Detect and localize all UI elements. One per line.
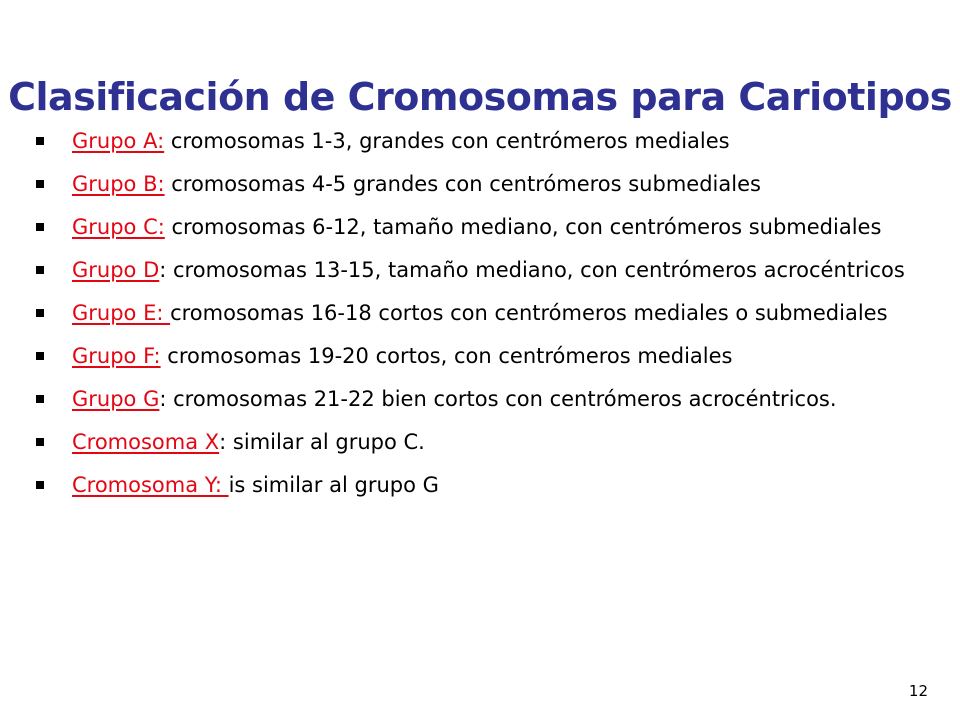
square-bullet-icon <box>36 481 44 489</box>
bullet-text: cromosomas 16-18 cortos con centrómeros mediales o submediales <box>170 301 888 325</box>
bullet-term[interactable]: Grupo E: <box>72 301 171 325</box>
square-bullet-icon <box>36 180 44 188</box>
square-bullet-icon <box>36 266 44 274</box>
bullet-text: cromosomas 4-5 grandes con centrómeros submediales <box>164 172 761 196</box>
slide-title: Clasificación de Cromosomas para Cariotipos <box>8 75 952 120</box>
bullet-term[interactable]: Grupo A: <box>72 129 165 153</box>
bullet-term[interactable]: Grupo D <box>72 258 160 282</box>
bullet-text: : similar al grupo C. <box>219 430 425 454</box>
bullet-term[interactable]: Grupo F: <box>72 344 161 368</box>
bullet-item-grupo-g <box>36 384 936 414</box>
bullet-term[interactable]: Cromosoma Y: <box>72 473 229 497</box>
bullet-text: cromosomas 1-3, grandes con centrómeros mediales <box>164 129 730 153</box>
bullet-text: : cromosomas 13-15, tamaño mediano, con centrómeros acrocéntricos <box>159 258 905 282</box>
square-bullet-icon <box>36 223 44 231</box>
square-bullet-icon <box>36 395 44 403</box>
bullet-item-grupo-f <box>36 341 936 371</box>
square-bullet-icon <box>36 137 44 145</box>
bullet-item-grupo-c <box>36 212 936 242</box>
bullet-item-grupo-b <box>36 169 936 199</box>
bullet-item-grupo-e <box>36 298 936 328</box>
bullet-term[interactable]: Grupo G <box>72 387 160 411</box>
bullet-text: cromosomas 19-20 cortos, con centrómeros mediales <box>160 344 733 368</box>
bullet-text: cromosomas 6-12, tamaño mediano, con centrómeros submediales <box>164 215 882 239</box>
bullet-term[interactable]: Cromosoma X <box>72 430 220 454</box>
square-bullet-icon <box>36 438 44 446</box>
square-bullet-icon <box>36 309 44 317</box>
page-number: 12 <box>908 682 928 700</box>
bullet-item-grupo-d <box>36 255 936 285</box>
bullet-item-cromosoma-x <box>36 427 936 457</box>
bullet-text: is similar al grupo G <box>228 473 439 497</box>
bullet-item-grupo-a <box>36 126 936 156</box>
bullet-term[interactable]: Grupo C: <box>72 215 165 239</box>
square-bullet-icon <box>36 352 44 360</box>
bullet-text: : cromosomas 21-22 bien cortos con centrómeros acrocéntricos. <box>159 387 837 411</box>
bullet-term[interactable]: Grupo B: <box>72 172 165 196</box>
bullet-item-cromosoma-y <box>36 470 936 500</box>
bullet-list <box>36 126 936 513</box>
